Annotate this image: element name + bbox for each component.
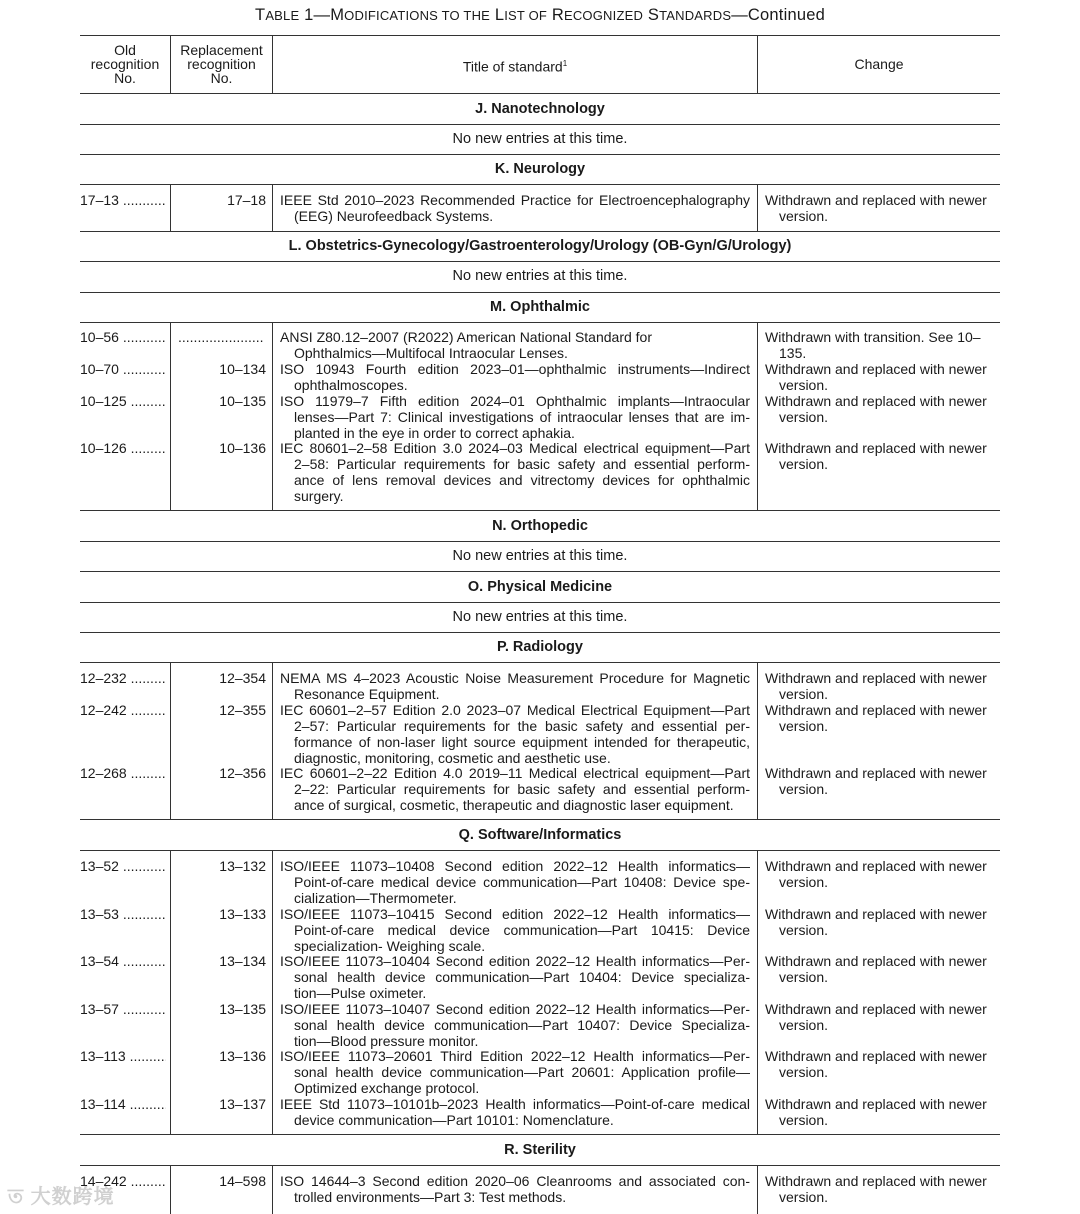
change-description: Withdrawn and replaced with newer version.	[765, 858, 987, 890]
change-description: Withdrawn with transition. See 10– 135.	[765, 329, 981, 361]
rule	[80, 510, 1000, 511]
rule	[80, 292, 1000, 293]
col-divider	[757, 184, 758, 231]
rule	[80, 184, 1000, 185]
replacement-recognition-no: 17–18	[227, 192, 266, 208]
old-recognition-no: 17–13 .....	[80, 192, 166, 208]
change-description: Withdrawn and replaced with newer version.	[765, 1001, 987, 1033]
col-divider	[170, 322, 171, 510]
watermark-logo: ত 大数跨境	[8, 1186, 115, 1208]
change-description: Withdrawn and replaced with newer version.	[765, 702, 987, 734]
change-description: Withdrawn and replaced with newer version.	[765, 1096, 987, 1128]
old-recognition-no: 13–57 .....	[80, 1001, 166, 1017]
standard-title: IEC 60601–2–57 Edition 2.0 2023–07 Medical Electrical Equipment—Part 2–57: Particular requirements for the basic safety and essential per- formance of non-laser light source equipment intended for therapeutic, diagnostic, monitoring, cosmetic and aesthetic use.	[280, 702, 750, 766]
no-new-entries: No new entries at this time.	[452, 548, 628, 564]
col-divider	[272, 850, 273, 1134]
old-recognition-no: 10–126 .....	[80, 440, 166, 456]
section-heading: N. Orthopedic	[492, 518, 588, 534]
section-heading: J. Nanotechnology	[475, 101, 605, 117]
old-recognition-no: 13–54 .....	[80, 953, 166, 969]
standard-title: IEEE Std 2010–2023 Recommended Practice for Electroencephalography (EEG) Neurofeedback Systems.	[280, 192, 750, 224]
change-description: Withdrawn and replaced with newer version.	[765, 1173, 987, 1205]
replacement-recognition-no: 14–598	[219, 1173, 266, 1189]
old-recognition-no: 13–52 .....	[80, 858, 166, 874]
replacement-recognition-no: 10–134	[219, 361, 266, 377]
standard-title: ISO/IEEE 11073–10415 Second edition 2022–12 Health informatics— Point-of-care medical device communication—Part 10415: Device specialization- Weighing scale.	[280, 906, 750, 954]
standard-title: IEC 80601–2–58 Edition 3.0 2024–03 Medical electrical equipment—Part 2–58: Particular requirements for basic safety and essential perform- ance of lens removal devices and vitrectomy devices for ophthalmic surgery.	[280, 440, 750, 504]
header-replacement-recognition: Replacement recognition No.	[180, 42, 263, 86]
section-heading: K. Neurology	[494, 161, 586, 177]
rule	[80, 154, 1000, 155]
standard-title: ANSI Z80.12–2007 (R2022) American National Standard for Ophthalmics—Multifocal Intraocular Lenses.	[280, 329, 652, 361]
change-description: Withdrawn and replaced with newer version.	[765, 953, 987, 985]
old-recognition-no: 12–242 .....	[80, 702, 166, 718]
replacement-recognition-no: 13–137	[219, 1096, 266, 1112]
col-divider	[170, 662, 171, 819]
section-heading: Q. Software/Informatics	[458, 827, 622, 843]
change-description: Withdrawn and replaced with newer version.	[765, 765, 987, 797]
change-description: Withdrawn and replaced with newer version.	[765, 361, 987, 393]
standard-title: ISO/IEEE 11073–10404 Second edition 2022–12 Health informatics—Per- sonal health device communication—Part 10404: Device specializa- tion—Pulse oximeter.	[280, 953, 750, 1001]
section-heading: R. Sterility	[504, 1142, 576, 1158]
standard-title: ISO/IEEE 11073–20601 Third Edition 2022–12 Health informatics—Per- sonal health device communication—Part 20601: Application profile— Optimized exchange protocol.	[280, 1048, 750, 1096]
change-description: Withdrawn and replaced with newer version.	[765, 440, 987, 472]
col-divider	[170, 850, 171, 1134]
change-description: Withdrawn and replaced with newer version.	[765, 906, 987, 938]
change-description: Withdrawn and replaced with newer version.	[765, 670, 987, 702]
rule	[80, 124, 1000, 125]
rule	[80, 632, 1000, 633]
replacement-recognition-no: 10–135	[219, 393, 266, 409]
change-description: Withdrawn and replaced with newer version.	[765, 192, 987, 224]
old-recognition-no: 14–242 .....	[80, 1173, 166, 1189]
standard-title: IEC 60601–2–22 Edition 4.0 2019–11 Medical electrical equipment—Part 2–22: Particular requirements for basic safety and essential perform- ance of surgical, cosmetic, therapeutic and diagnostic laser equipment.	[280, 765, 750, 813]
col-divider	[170, 184, 171, 231]
old-recognition-no: 13–53 .....	[80, 906, 166, 922]
rule	[80, 231, 1000, 232]
header-change: Change	[854, 56, 904, 72]
rule	[80, 261, 1000, 262]
section-heading: O. Physical Medicine	[467, 579, 613, 595]
replacement-recognition-no: 13–134	[219, 953, 266, 969]
col-divider	[757, 322, 758, 510]
no-new-entries: No new entries at this time.	[452, 268, 628, 284]
rule-top	[80, 35, 1000, 36]
section-heading: M. Ophthalmic	[490, 299, 590, 315]
col-divider	[757, 662, 758, 819]
col-divider	[272, 662, 273, 819]
table-caption: TABLE 1—MODIFICATIONS TO THE LIST OF RECOGNIZED STANDARDS—Continued	[255, 6, 825, 24]
section-heading: P. Radiology	[497, 639, 583, 655]
header-title-of-standard: Title of standard$^1$	[462, 58, 568, 75]
section-heading: L. Obstetrics-Gynecology/Gastroenterology/Urology (OB-Gyn/G/Urology)	[288, 238, 792, 254]
rule	[80, 850, 1000, 851]
replacement-recognition-no: 13–135	[219, 1001, 266, 1017]
replacement-recognition-no: 13–136	[219, 1048, 266, 1064]
rule	[80, 602, 1000, 603]
standard-title: ISO/IEEE 11073–10408 Second edition 2022–12 Health informatics— Point-of-care medical device communication—Part 10408: Device spe- cialization—Thermometer.	[280, 858, 750, 906]
standard-title: ISO 11979–7 Fifth edition 2024–01 Ophthalmic implants—Intraocular lenses—Part 7: Clinical investigations of intraocular lenses that are im- planted in the eye in order to correct aphakia.	[280, 393, 750, 441]
replacement-recognition-no: 10–136	[219, 440, 266, 456]
old-recognition-no: 10–70 .....	[80, 361, 166, 377]
replacement-recognition-no: 12–354	[219, 670, 266, 686]
rule	[80, 819, 1000, 820]
header-old-recognition: Old recognition No.	[90, 42, 160, 86]
change-description: Withdrawn and replaced with newer version.	[765, 1048, 987, 1080]
col-divider	[757, 1165, 758, 1214]
rule	[80, 571, 1000, 572]
rule	[80, 322, 1000, 323]
col-divider	[170, 1165, 171, 1214]
watermark-icon: ত	[8, 1186, 25, 1208]
standard-title: ISO 14644–3 Second edition 2020–06 Cleanrooms and associated con- trolled environments—Part 3: Test methods.	[280, 1173, 750, 1205]
col-divider	[272, 322, 273, 510]
no-new-entries: No new entries at this time.	[452, 609, 628, 625]
col-divider	[272, 184, 273, 231]
standard-title: IEEE Std 11073–10101b–2023 Health informatics—Point-of-care medical device communication—Part 10101: Nomenclature.	[280, 1096, 750, 1128]
replacement-recognition-no: 12–355	[219, 702, 266, 718]
standard-title: ISO 10943 Fourth edition 2023–01—ophthalmic instruments—Indirect ophthalmoscopes.	[280, 361, 750, 393]
standard-title: NEMA MS 4–2023 Acoustic Noise Measurement Procedure for Magnetic Resonance Equipment.	[280, 670, 750, 702]
replacement-recognition-no: ......................	[178, 329, 264, 345]
old-recognition-no: 12–268 .....	[80, 765, 166, 781]
old-recognition-no: 12–232 .....	[80, 670, 166, 686]
rule	[80, 1134, 1000, 1135]
col-divider	[272, 1165, 273, 1214]
rule	[80, 662, 1000, 663]
col-divider	[757, 850, 758, 1134]
standard-title: ISO/IEEE 11073–10407 Second edition 2022–12 Health informatics—Per- sonal health device communication—Part 10407: Device Specializa- tion—Blood pressure monitor.	[280, 1001, 750, 1049]
old-recognition-no: 10–125 .....	[80, 393, 166, 409]
change-description: Withdrawn and replaced with newer version.	[765, 393, 987, 425]
old-recognition-no: 13–114 .....	[80, 1096, 166, 1112]
rule	[80, 541, 1000, 542]
old-recognition-no: 10–56 .....	[80, 329, 166, 345]
replacement-recognition-no: 12–356	[219, 765, 266, 781]
replacement-recognition-no: 13–132	[219, 858, 266, 874]
old-recognition-no: 13–113 .....	[80, 1048, 166, 1064]
replacement-recognition-no: 13–133	[219, 906, 266, 922]
no-new-entries: No new entries at this time.	[452, 131, 628, 147]
rule	[80, 1165, 1000, 1166]
rule-header-bottom	[80, 93, 1000, 94]
